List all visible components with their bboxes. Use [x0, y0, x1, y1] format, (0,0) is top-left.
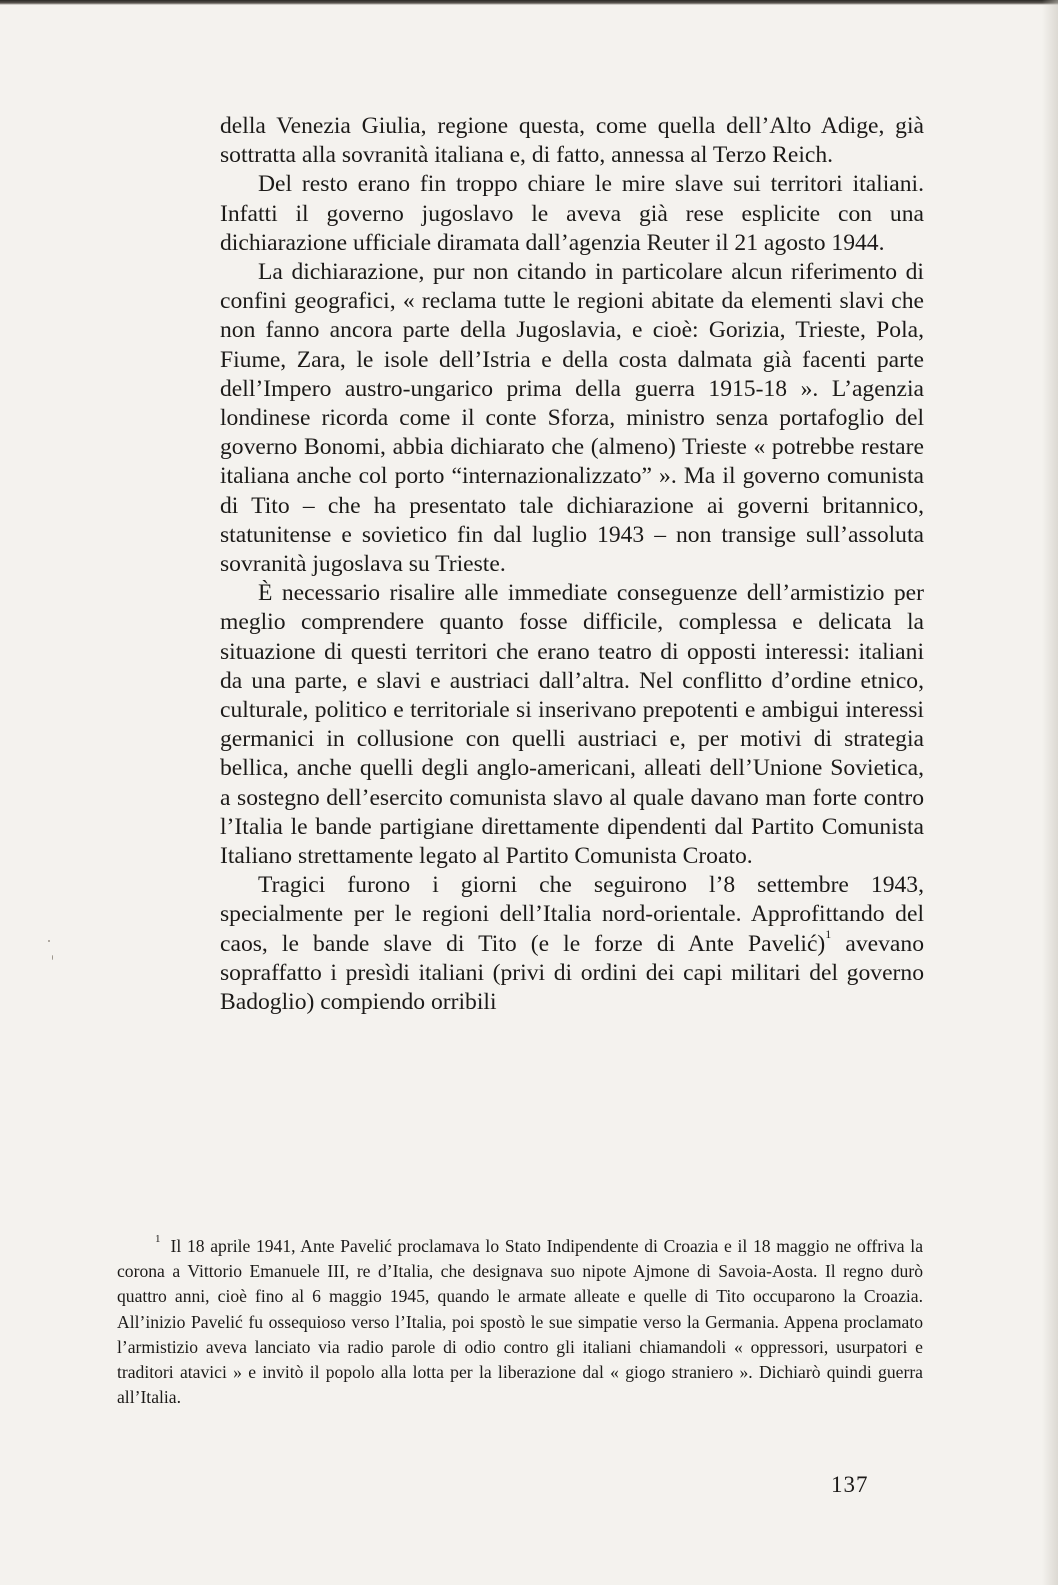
page-right-shadow	[1042, 0, 1058, 1585]
footnote-area	[117, 1234, 923, 1410]
footnote-reference: 1	[825, 926, 832, 941]
paragraph-4: È necessario risalire alle immediate conseguenze dell’armistizio per meglio comprendere quanto fosse difficile, complessa e delicata la situazione di questi territori che erano teatro di opposti interessi: italiani da una parte, e slavi e austriaci dall’altra. Nel conflitto d’ordine etnico, culturale, politico e territoriale si inserivano prepotenti e ambigui interessi germanici in collusione con quelli austriaci e, per motivi di strategia bellica, anche quelli degli anglo-americani, alleati dell’Unione Sovietica, a sostegno dell’esercito comunista slavo al quale davano man forte contro l’Italia le bande partigiane direttamente dipendenti dal Partito Comunista Italiano strettamente legato al Partito Comunista Croato.	[220, 580, 924, 870]
paragraph-3: La dichiarazione, pur non citando in particolare alcun riferimento di confini geografici, « reclama tutte le regioni abitate da elementi slavi che non fanno ancora parte della Jugoslavia, e cioè: Gorizia, Trieste, Pola, Fiume, Zara, le isole dell’Istria e della costa dalmata già facenti parte dell’Impero austro-ungarico prima della guerra 1915-18 ». L’agenzia londinese ricorda come il conte Sforza, ministro senza portafoglio del governo Bonomi, abbia dichiarato che (almeno) Trieste « potrebbe restare italiana anche col porto “internazionalizzato” ». Ma il governo comunista di Tito – che ha presentato tale dichiarazione ai governi britannico, statunitense e sovietico fin dal luglio 1943 – non transige sull’assoluta sovranità jugoslava su Trieste.	[220, 259, 924, 578]
paper-speck	[48, 940, 50, 942]
main-text	[220, 112, 924, 1017]
paragraph-1: della Venezia Giulia, regione questa, come quella dell’Alto Adige, già sottratta alla sovranità italiana e, di fatto, annessa al Terzo Reich.	[220, 113, 924, 169]
footnote-mark: 1	[155, 1233, 161, 1246]
paragraph-5-text-a: Tragici furono i giorni che seguirono l’8 settembre 1943, specialmente per le regioni dell’Italia nord-orientale. Approfittando del caos, le bande slave di Tito (e le forze di Ante Pavelić)	[220, 872, 924, 957]
paper-speck	[52, 955, 53, 960]
footnote-text: Il 18 aprile 1941, Ante Pavelić proclamava lo Stato Indipendente di Croazia e il 18 maggio ne offriva la corona a Vittorio Emanuele III, re d’Italia, che designava suo nipote Ajmone di Savoia-Aosta. Il regno durò quattro anni, cioè fino al 6 maggio 1945, quando le armate alleate e quelle di Tito occuparono la Croazia. All’inizio Pavelić fu ossequioso verso l’Italia, poi spostò le sue simpatie verso la Germania. Appena proclamato l’armistizio aveva lanciato via radio parole di odio contro gli italiani chiamandoli « oppressori, usurpatori e traditori atavici » e invitò il popolo alla lotta per la liberazione dal « giogo straniero ». Dichiarò quindi guerra all’Italia.	[117, 1236, 923, 1408]
paragraph-2: Del resto erano fin troppo chiare le mire slave sui territori italiani. Infatti il governo jugoslavo le aveva già rese esplicite con una dichiarazione ufficiale diramata dall’agenzia Reuter il 21 agosto 1944.	[220, 171, 924, 256]
page-body	[220, 112, 924, 1017]
paragraph-5	[220, 871, 924, 1017]
footnote-1	[117, 1234, 923, 1410]
paragraph-5-text-b: avevano sopraffatto i presìdi italiani (privi di ordini dei capi militari del governo Badoglio) compiendo orribili	[220, 930, 924, 1016]
page-top-edge	[0, 0, 1058, 5]
page-number: 137	[831, 1472, 869, 1497]
